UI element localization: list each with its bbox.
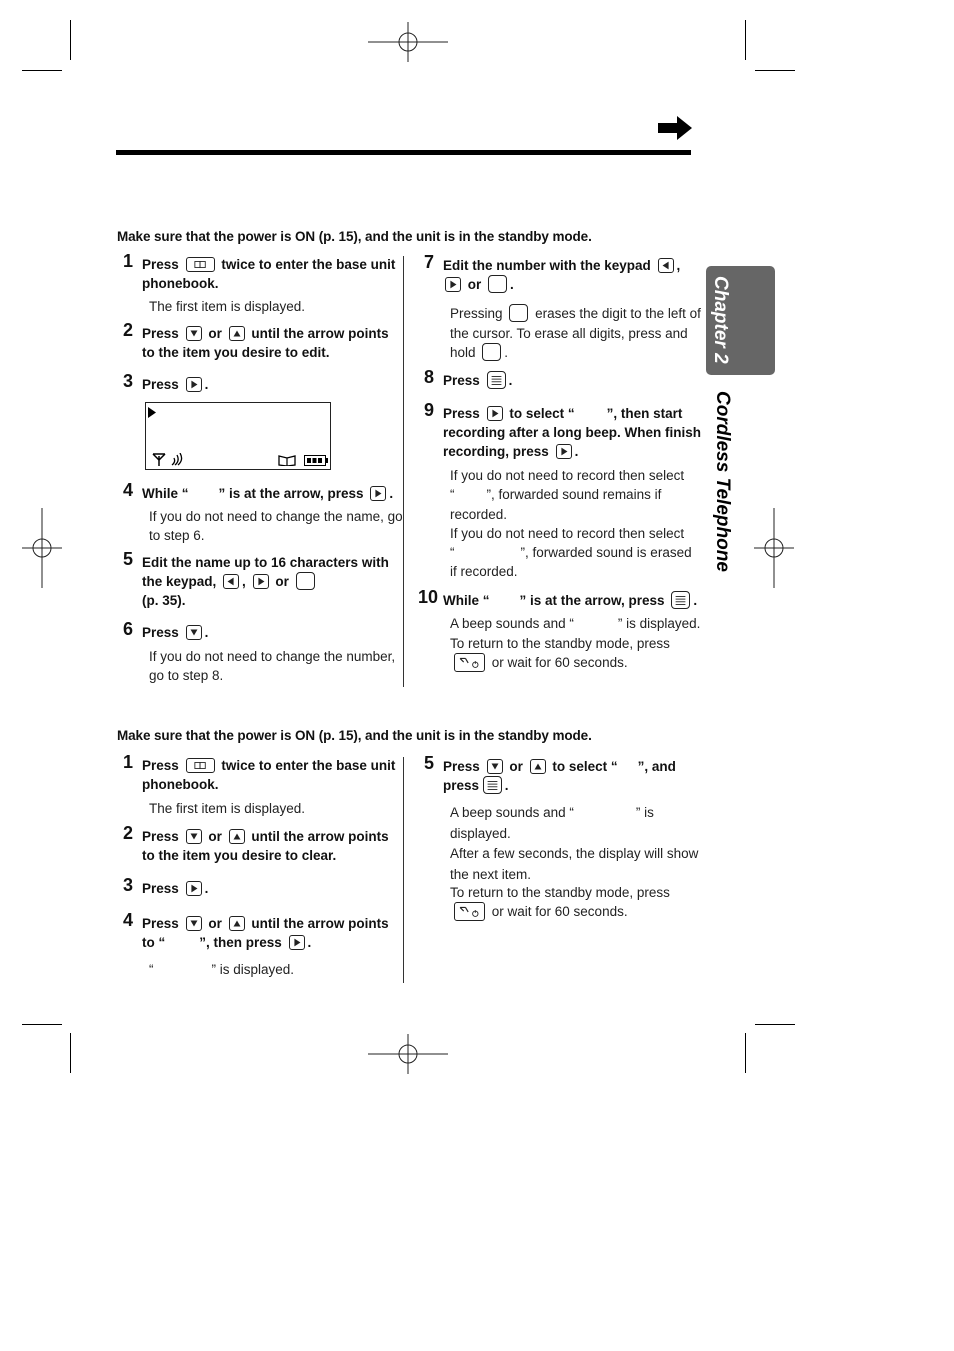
step-4: 4 Press or until the arrow points to “ ”, then press . <box>123 910 389 950</box>
step-7-note-1: Pressing erases the digit to the left of <box>450 306 701 321</box>
up-key-icon[interactable] <box>530 759 546 774</box>
step-9-note-6: if recorded. <box>450 564 518 579</box>
step-1: 1 Press twice to enter the base unit phonebook. <box>123 752 396 792</box>
left-key-icon[interactable] <box>658 258 674 273</box>
step-1: 1 Press twice to enter the base unit phonebook. <box>123 251 396 291</box>
step-4-note-1: If you do not need to change the name, go <box>149 509 403 524</box>
right-key-icon[interactable] <box>186 377 202 392</box>
arrow-right-icon <box>658 116 692 140</box>
step-9-note-4: If you do not need to record then select <box>450 526 685 541</box>
step-2: 2 Press or until the arrow points to the item you desire to edit. <box>123 320 389 360</box>
crop-mark <box>755 1024 795 1025</box>
crop-mark <box>755 70 795 71</box>
step-7: 7 Edit the number with the keypad , or . <box>424 252 681 292</box>
step-5-note-4: the next item. <box>450 867 532 882</box>
step-2: 2 Press or until the arrow points to the item you desire to clear. <box>123 823 389 863</box>
right-key-icon[interactable] <box>289 935 305 950</box>
column-divider <box>403 757 404 983</box>
book-icon <box>278 454 296 466</box>
up-key-icon[interactable] <box>229 326 245 341</box>
crop-mark <box>745 1033 746 1073</box>
blank-key-icon[interactable] <box>509 304 528 322</box>
down-key-icon[interactable] <box>186 829 202 844</box>
step-5-note-3: After a few seconds, the display will show <box>450 846 699 861</box>
step-4: 4 While “ ” is at the arrow, press . <box>123 480 394 501</box>
step-8: 8 Press . <box>424 367 513 388</box>
step-10-note-3: or wait for 60 seconds. <box>450 653 628 673</box>
cursor-arrow-icon <box>148 407 156 418</box>
left-key-icon[interactable] <box>223 574 239 589</box>
right-key-icon[interactable] <box>445 277 461 292</box>
step-5-note-6: or wait for 60 seconds. <box>450 902 628 922</box>
lcd-display <box>145 402 331 470</box>
menu-key-icon[interactable] <box>487 371 506 389</box>
right-key-icon[interactable] <box>556 444 572 459</box>
step-5: 5 Press or to select “ ”, and press . <box>424 753 676 793</box>
step-9-note-1: If you do not need to record then select <box>450 468 685 483</box>
column-divider <box>403 256 404 687</box>
crop-mark <box>22 1024 62 1025</box>
step-7-note-3: hold . <box>450 345 509 360</box>
chapter-title: Cordless Telephone <box>712 391 733 572</box>
step-4-note-2: to step 6. <box>149 528 205 543</box>
step-7-note-2: the cursor. To erase all digits, press and <box>450 326 688 341</box>
crop-mark <box>70 1033 71 1073</box>
menu-key-icon[interactable] <box>671 591 690 609</box>
registration-mark-icon <box>368 1034 448 1074</box>
down-key-icon[interactable] <box>186 916 202 931</box>
step-9-note-5: “ ”, forwarded sound is erased <box>450 545 692 560</box>
step-5-note-1: A beep sounds and “ ” is <box>450 805 654 820</box>
step-10: 10 While “ ” is at the arrow, press . <box>418 587 698 608</box>
registration-mark-icon <box>754 508 794 588</box>
blank-key-icon[interactable] <box>296 572 315 590</box>
step-5-note-2: displayed. <box>450 826 511 841</box>
step-5-note-5: To return to the standby mode, press <box>450 885 670 900</box>
crop-mark <box>70 20 71 60</box>
section2-intro: Make sure that the power is ON (p. 15), and the unit is in the standby mode. <box>117 728 592 743</box>
section1-intro: Make sure that the power is ON (p. 15), and the unit is in the standby mode. <box>117 229 592 244</box>
right-key-icon[interactable] <box>487 406 503 421</box>
step-10-note-1: A beep sounds and “ ” is displayed. <box>450 616 701 631</box>
off-key-icon[interactable] <box>454 653 485 672</box>
right-key-icon[interactable] <box>370 486 386 501</box>
step-3: 3 Press . <box>123 875 209 896</box>
antenna-icon <box>152 453 166 466</box>
step-6-note-2: go to step 8. <box>149 668 224 683</box>
step-1-note: The first item is displayed. <box>149 801 306 816</box>
registration-mark-icon <box>22 508 62 588</box>
up-key-icon[interactable] <box>229 829 245 844</box>
blank-key-icon[interactable] <box>488 275 507 293</box>
step-9: 9 Press to select “ ”, then start recording after a long beep. When finish recording, press . <box>424 400 702 459</box>
step-9-note-2: “ ”, forwarded sound remains if <box>450 487 662 502</box>
right-key-icon[interactable] <box>186 881 202 896</box>
step-4-note: “ ” is displayed. <box>149 962 295 977</box>
blank-key-icon[interactable] <box>482 343 501 361</box>
registration-mark-icon <box>368 22 448 62</box>
crop-mark <box>22 70 62 71</box>
step-6-note-1: If you do not need to change the number, <box>149 649 396 664</box>
down-key-icon[interactable] <box>487 759 503 774</box>
signal-icon <box>170 453 186 466</box>
up-key-icon[interactable] <box>229 916 245 931</box>
right-key-icon[interactable] <box>253 574 269 589</box>
step-10-note-2: To return to the standby mode, press <box>450 636 670 651</box>
step-3: 3 Press . <box>123 371 209 392</box>
step-6: 6 Press . <box>123 619 209 640</box>
phonebook-key-icon[interactable] <box>186 758 215 773</box>
off-key-icon[interactable] <box>454 902 485 921</box>
step-5: 5 Edit the name up to 16 characters with the keypad, , or (p. 35). <box>123 549 389 609</box>
down-key-icon[interactable] <box>186 625 202 640</box>
crop-mark <box>745 20 746 60</box>
down-key-icon[interactable] <box>186 326 202 341</box>
step-9-note-3: recorded. <box>450 507 508 522</box>
header-rule <box>116 150 691 155</box>
phonebook-key-icon[interactable] <box>186 257 215 272</box>
battery-icon <box>304 455 328 466</box>
step-1-note: The first item is displayed. <box>149 299 306 314</box>
chapter-label: Chapter 2 <box>710 276 731 364</box>
menu-key-icon[interactable] <box>483 776 502 794</box>
